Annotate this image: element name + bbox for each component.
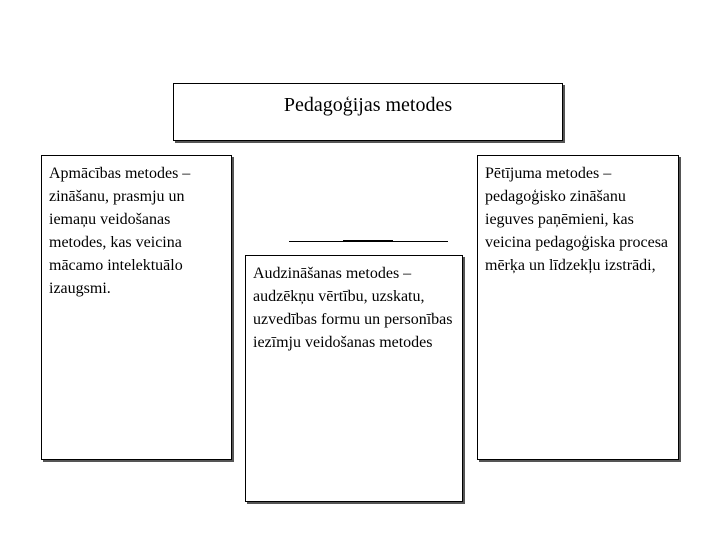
- upbringing-methods-text: Audzināšanas metodes – audzēkņu vērtību, uzskatu, uzvedības formu un personības iezīmju veidošanas metodes: [253, 265, 453, 351]
- teaching-methods-box: [41, 155, 232, 460]
- teaching-methods-text: Apmācības metodes – zināšanu, prasmju un iemaņu veidošanas metodes, kas veicina mācamo intelektuālo izaugsmi.: [49, 165, 191, 297]
- upbringing-methods-box: [245, 255, 463, 502]
- connector-line-right: [393, 241, 448, 242]
- connector-line-left: [289, 241, 343, 242]
- diagram-title: Pedagoģijas metodes: [283, 94, 453, 116]
- research-methods-box: [477, 155, 679, 460]
- connector-line-center: [343, 240, 393, 242]
- research-methods-text: Pētījuma metodes – pedagoģisko zināšanu ieguves paņēmieni, kas veicina pedagoģiska procesa mērķa un līdzekļu izstrādi,: [485, 165, 669, 274]
- title-box: [173, 83, 563, 141]
